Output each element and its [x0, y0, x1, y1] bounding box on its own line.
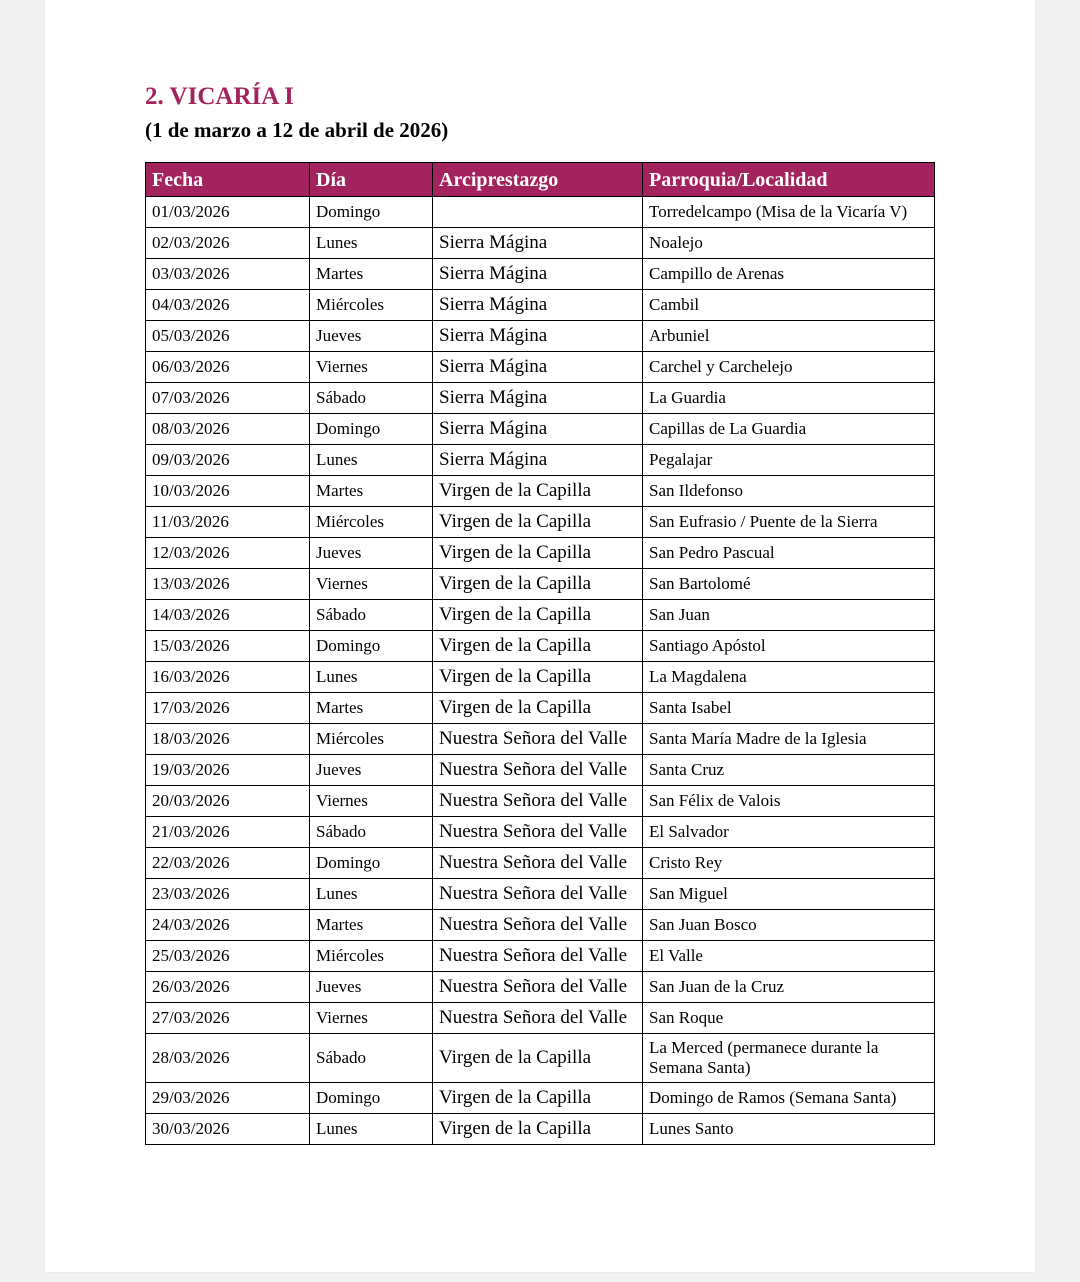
cell-arciprestazgo: Virgen de la Capilla — [433, 600, 643, 631]
table-row — [146, 662, 935, 693]
cell-arciprestazgo: Virgen de la Capilla — [433, 476, 643, 507]
table-row — [146, 228, 935, 259]
table-row — [146, 321, 935, 352]
cell-arciprestazgo: Sierra Mágina — [433, 383, 643, 414]
cell-parroquia: El Valle — [643, 941, 935, 972]
cell-fecha: 18/03/2026 — [146, 724, 310, 755]
table-row — [146, 1034, 935, 1083]
table-row — [146, 910, 935, 941]
cell-fecha: 23/03/2026 — [146, 879, 310, 910]
cell-arciprestazgo: Nuestra Señora del Valle — [433, 941, 643, 972]
table-row — [146, 476, 935, 507]
cell-dia: Sábado — [310, 817, 433, 848]
schedule-table — [145, 162, 935, 1145]
cell-dia: Miércoles — [310, 724, 433, 755]
cell-arciprestazgo: Virgen de la Capilla — [433, 1114, 643, 1145]
cell-fecha: 07/03/2026 — [146, 383, 310, 414]
cell-dia: Miércoles — [310, 941, 433, 972]
cell-arciprestazgo: Sierra Mágina — [433, 228, 643, 259]
column-header-arciprestazgo: Arciprestazgo — [433, 163, 643, 197]
date-range-subheading: (1 de marzo a 12 de abril de 2026) — [145, 118, 449, 142]
cell-dia: Sábado — [310, 1034, 433, 1083]
table-row — [146, 383, 935, 414]
cell-parroquia: San Roque — [643, 1003, 935, 1034]
cell-fecha: 26/03/2026 — [146, 972, 310, 1003]
cell-dia: Sábado — [310, 600, 433, 631]
cell-fecha: 24/03/2026 — [146, 910, 310, 941]
cell-fecha: 01/03/2026 — [146, 197, 310, 228]
cell-dia: Miércoles — [310, 507, 433, 538]
table-row — [146, 724, 935, 755]
cell-parroquia: San Eufrasio / Puente de la Sierra — [643, 507, 935, 538]
column-header-parroquia: Parroquia/Localidad — [643, 163, 935, 197]
cell-arciprestazgo: Virgen de la Capilla — [433, 662, 643, 693]
cell-dia: Domingo — [310, 1083, 433, 1114]
table-row — [146, 569, 935, 600]
cell-parroquia: San Ildefonso — [643, 476, 935, 507]
cell-arciprestazgo: Sierra Mágina — [433, 290, 643, 321]
cell-arciprestazgo: Virgen de la Capilla — [433, 569, 643, 600]
cell-fecha: 08/03/2026 — [146, 414, 310, 445]
cell-dia: Jueves — [310, 538, 433, 569]
cell-dia: Miércoles — [310, 290, 433, 321]
cell-fecha: 20/03/2026 — [146, 786, 310, 817]
cell-arciprestazgo: Virgen de la Capilla — [433, 507, 643, 538]
cell-fecha: 29/03/2026 — [146, 1083, 310, 1114]
cell-parroquia: San Bartolomé — [643, 569, 935, 600]
cell-parroquia: Lunes Santo — [643, 1114, 935, 1145]
table-row — [146, 817, 935, 848]
table-row — [146, 631, 935, 662]
cell-arciprestazgo: Nuestra Señora del Valle — [433, 910, 643, 941]
table-row — [146, 786, 935, 817]
cell-arciprestazgo: Virgen de la Capilla — [433, 538, 643, 569]
table-row — [146, 259, 935, 290]
table-row — [146, 879, 935, 910]
cell-arciprestazgo: Sierra Mágina — [433, 352, 643, 383]
cell-fecha: 19/03/2026 — [146, 755, 310, 786]
cell-fecha: 22/03/2026 — [146, 848, 310, 879]
cell-fecha: 16/03/2026 — [146, 662, 310, 693]
cell-arciprestazgo: Nuestra Señora del Valle — [433, 786, 643, 817]
cell-parroquia: Cambil — [643, 290, 935, 321]
cell-fecha: 28/03/2026 — [146, 1034, 310, 1083]
cell-parroquia: San Juan de la Cruz — [643, 972, 935, 1003]
cell-arciprestazgo: Nuestra Señora del Valle — [433, 879, 643, 910]
table-row — [146, 352, 935, 383]
cell-parroquia: Noalejo — [643, 228, 935, 259]
table-row — [146, 414, 935, 445]
cell-fecha: 15/03/2026 — [146, 631, 310, 662]
cell-dia: Viernes — [310, 352, 433, 383]
cell-arciprestazgo: Nuestra Señora del Valle — [433, 1003, 643, 1034]
cell-parroquia: Santa María Madre de la Iglesia — [643, 724, 935, 755]
cell-dia: Sábado — [310, 383, 433, 414]
cell-arciprestazgo: Nuestra Señora del Valle — [433, 755, 643, 786]
cell-parroquia: Arbuniel — [643, 321, 935, 352]
cell-fecha: 27/03/2026 — [146, 1003, 310, 1034]
cell-fecha: 04/03/2026 — [146, 290, 310, 321]
cell-dia: Martes — [310, 476, 433, 507]
cell-dia: Viernes — [310, 1003, 433, 1034]
cell-fecha: 03/03/2026 — [146, 259, 310, 290]
cell-parroquia: San Juan Bosco — [643, 910, 935, 941]
cell-parroquia: Capillas de La Guardia — [643, 414, 935, 445]
cell-fecha: 02/03/2026 — [146, 228, 310, 259]
table-row — [146, 600, 935, 631]
cell-arciprestazgo: Nuestra Señora del Valle — [433, 817, 643, 848]
cell-fecha: 30/03/2026 — [146, 1114, 310, 1145]
table-row — [146, 941, 935, 972]
section-heading: 2. VICARÍA I — [145, 83, 294, 110]
cell-fecha: 06/03/2026 — [146, 352, 310, 383]
cell-parroquia: San Félix de Valois — [643, 786, 935, 817]
cell-parroquia: Domingo de Ramos (Semana Santa) — [643, 1083, 935, 1114]
cell-fecha: 25/03/2026 — [146, 941, 310, 972]
cell-arciprestazgo: Sierra Mágina — [433, 445, 643, 476]
cell-arciprestazgo: Nuestra Señora del Valle — [433, 848, 643, 879]
cell-parroquia: Carchel y Carchelejo — [643, 352, 935, 383]
cell-dia: Lunes — [310, 662, 433, 693]
cell-arciprestazgo: Virgen de la Capilla — [433, 631, 643, 662]
cell-parroquia: La Magdalena — [643, 662, 935, 693]
cell-parroquia: San Juan — [643, 600, 935, 631]
table-row — [146, 507, 935, 538]
cell-dia: Jueves — [310, 972, 433, 1003]
cell-dia: Lunes — [310, 228, 433, 259]
cell-dia: Domingo — [310, 631, 433, 662]
table-row — [146, 538, 935, 569]
table-row — [146, 197, 935, 228]
table-header-row — [146, 163, 935, 197]
cell-dia: Lunes — [310, 1114, 433, 1145]
cell-parroquia: Santiago Apóstol — [643, 631, 935, 662]
cell-dia: Viernes — [310, 569, 433, 600]
cell-parroquia: Torredelcampo (Misa de la Vicaría V) — [643, 197, 935, 228]
cell-parroquia: Santa Cruz — [643, 755, 935, 786]
column-header-dia: Día — [310, 163, 433, 197]
cell-fecha: 12/03/2026 — [146, 538, 310, 569]
cell-dia: Domingo — [310, 848, 433, 879]
cell-dia: Martes — [310, 259, 433, 290]
cell-fecha: 13/03/2026 — [146, 569, 310, 600]
cell-dia: Domingo — [310, 197, 433, 228]
column-header-fecha: Fecha — [146, 163, 310, 197]
cell-parroquia: Cristo Rey — [643, 848, 935, 879]
cell-arciprestazgo — [433, 197, 643, 228]
cell-arciprestazgo: Virgen de la Capilla — [433, 693, 643, 724]
cell-parroquia: San Pedro Pascual — [643, 538, 935, 569]
cell-dia: Domingo — [310, 414, 433, 445]
cell-dia: Jueves — [310, 321, 433, 352]
table-row — [146, 972, 935, 1003]
cell-dia: Martes — [310, 693, 433, 724]
cell-dia: Lunes — [310, 879, 433, 910]
cell-dia: Jueves — [310, 755, 433, 786]
cell-fecha: 09/03/2026 — [146, 445, 310, 476]
cell-arciprestazgo: Virgen de la Capilla — [433, 1034, 643, 1083]
cell-arciprestazgo: Sierra Mágina — [433, 321, 643, 352]
cell-fecha: 10/03/2026 — [146, 476, 310, 507]
table-row — [146, 848, 935, 879]
cell-arciprestazgo: Sierra Mágina — [433, 414, 643, 445]
cell-arciprestazgo: Sierra Mágina — [433, 259, 643, 290]
cell-parroquia: El Salvador — [643, 817, 935, 848]
cell-parroquia: Santa Isabel — [643, 693, 935, 724]
table-row — [146, 755, 935, 786]
cell-arciprestazgo: Virgen de la Capilla — [433, 1083, 643, 1114]
table-body — [146, 197, 935, 1145]
cell-dia: Viernes — [310, 786, 433, 817]
cell-parroquia: La Merced (permanece durante la Semana Santa) — [643, 1034, 935, 1083]
cell-arciprestazgo: Nuestra Señora del Valle — [433, 972, 643, 1003]
cell-fecha: 21/03/2026 — [146, 817, 310, 848]
cell-fecha: 05/03/2026 — [146, 321, 310, 352]
cell-dia: Martes — [310, 910, 433, 941]
cell-parroquia: Campillo de Arenas — [643, 259, 935, 290]
cell-parroquia: San Miguel — [643, 879, 935, 910]
table-row — [146, 445, 935, 476]
table-row — [146, 1003, 935, 1034]
table-row — [146, 290, 935, 321]
document-page — [45, 0, 1035, 1272]
cell-dia: Lunes — [310, 445, 433, 476]
table-row — [146, 693, 935, 724]
table-row — [146, 1114, 935, 1145]
cell-arciprestazgo: Nuestra Señora del Valle — [433, 724, 643, 755]
cell-parroquia: La Guardia — [643, 383, 935, 414]
cell-fecha: 17/03/2026 — [146, 693, 310, 724]
cell-parroquia: Pegalajar — [643, 445, 935, 476]
cell-fecha: 11/03/2026 — [146, 507, 310, 538]
cell-fecha: 14/03/2026 — [146, 600, 310, 631]
table-row — [146, 1083, 935, 1114]
